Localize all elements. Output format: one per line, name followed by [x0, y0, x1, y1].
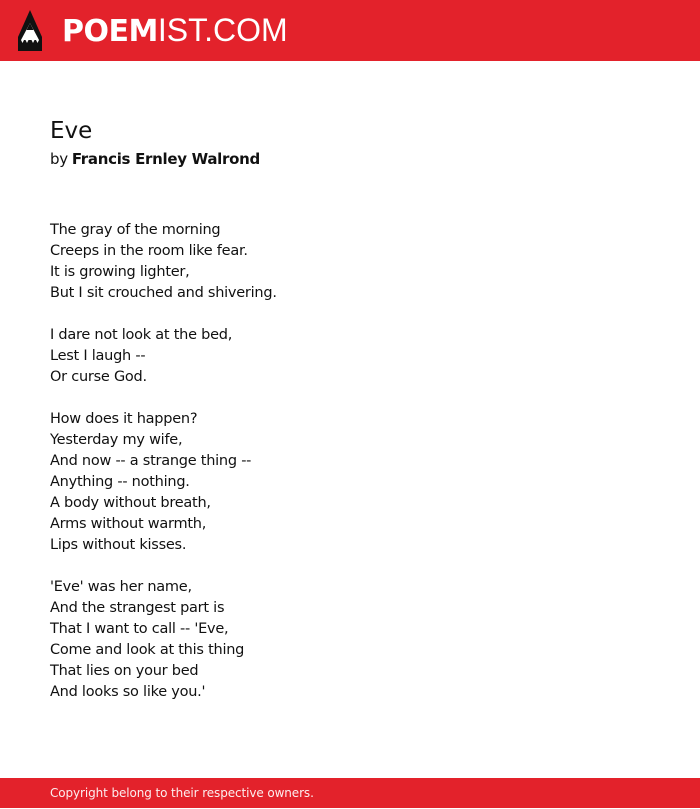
poem-line: And the strangest part is [50, 600, 225, 616]
stanza [50, 220, 650, 304]
poem-title: Eve [50, 118, 93, 144]
site-footer [0, 778, 700, 808]
poem-line: Lest I laugh -- [50, 348, 146, 364]
poem-line: I dare not look at the bed, [50, 327, 233, 343]
copyright-text: Copyright belong to their respective owners. [50, 786, 314, 800]
poem-line: 'Eve' was her name, [50, 579, 192, 595]
poem-line: How does it happen? [50, 411, 198, 427]
poem-line: Anything -- nothing. [50, 474, 190, 490]
stanza [50, 409, 650, 556]
poem-byline [50, 148, 650, 170]
author-name: Francis Ernley Walrond [71, 150, 260, 168]
poem-line: That I want to call -- 'Eve, [50, 621, 229, 637]
logo-text-bold: POEM [62, 14, 158, 49]
poem-line: A body without breath, [50, 495, 211, 511]
poem-line: That lies on your bed [50, 663, 199, 679]
poem-line: Lips without kisses. [50, 537, 187, 553]
by-label: by [50, 150, 68, 168]
logo-text-light: IST.COM [157, 12, 288, 48]
site-logo[interactable] [62, 12, 288, 48]
stanza [50, 577, 650, 703]
poem-line: Come and look at this thing [50, 642, 245, 658]
site-header [0, 0, 700, 61]
poem-body [50, 220, 650, 703]
poem-line: Or curse God. [50, 369, 147, 385]
stanza [50, 325, 650, 388]
poem-line: And now -- a strange thing -- [50, 453, 252, 469]
pencil-tip-icon[interactable] [18, 10, 42, 51]
poem-line: But I sit crouched and shivering. [50, 285, 277, 301]
poem-line: Arms without warmth, [50, 516, 207, 532]
poem-line: Yesterday my wife, [50, 432, 183, 448]
poem-line: The gray of the morning [50, 222, 221, 238]
poem-line: Creeps in the room like fear. [50, 243, 248, 259]
poem-line: It is growing lighter, [50, 264, 190, 280]
poem-content [50, 114, 650, 724]
poem-line: And looks so like you.' [50, 684, 206, 700]
